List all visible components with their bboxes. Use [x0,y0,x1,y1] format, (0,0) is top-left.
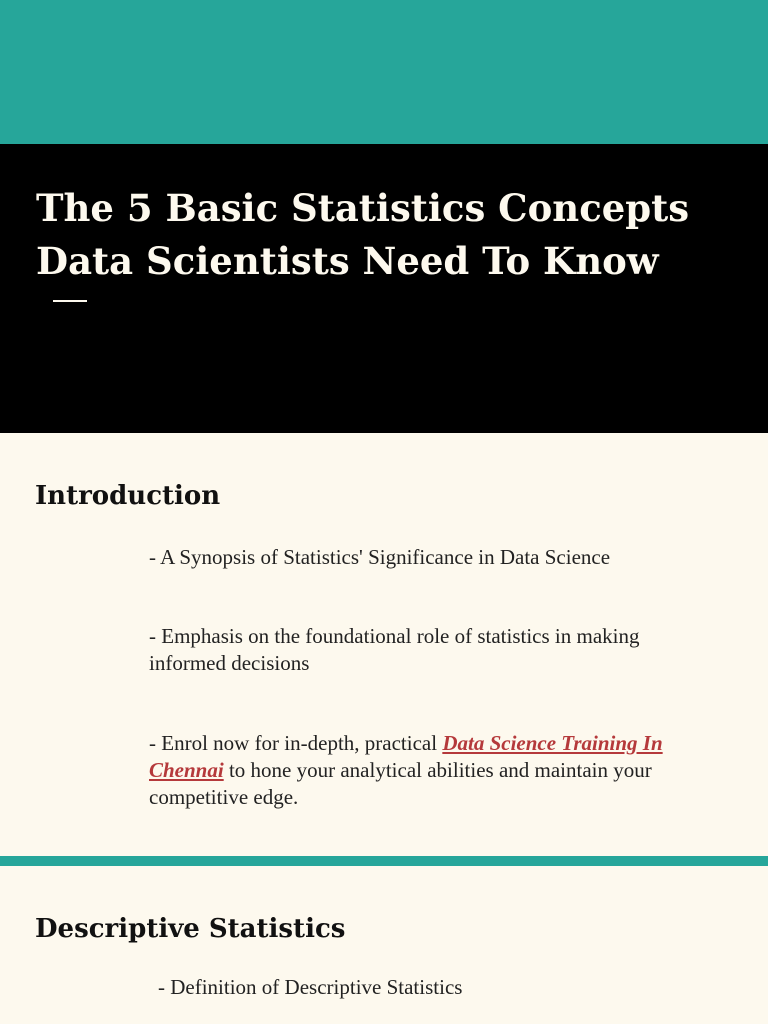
intro-bullet-synopsis: - A Synopsis of Statistics' Significance in Data Science [149,545,611,569]
enrol-last-line: competitive edge. [149,785,299,809]
descriptive-statistics-heading: Descriptive Statistics [35,914,346,944]
document-title [36,182,756,288]
training-link-part-1: Data Science Training In [442,731,663,755]
enrol-suffix-text: to hone your analytical abilities and maintain your [223,758,652,782]
training-link-part-2: Chennai [149,758,224,782]
intro-bullet-emphasis-line-2: informed decisions [149,651,310,675]
slide-divider [0,856,768,866]
intro-bullet-emphasis-line-1: - Emphasis on the foundational role of statistics in making [149,624,640,648]
title-line-1: The 5 Basic Statistics Concepts [36,186,690,230]
title-line-2: Data Scientists Need To Know [36,239,659,283]
enrol-prefix-text: - Enrol now for in-depth, practical [149,731,443,755]
intro-bullet-enrol [149,730,663,811]
introduction-heading: Introduction [35,481,221,511]
descriptive-bullet-definition: - Definition of Descriptive Statistics [158,975,463,999]
intro-bullet-emphasis [149,623,640,677]
title-underline-rule [53,300,87,302]
teal-header-band [0,0,768,144]
